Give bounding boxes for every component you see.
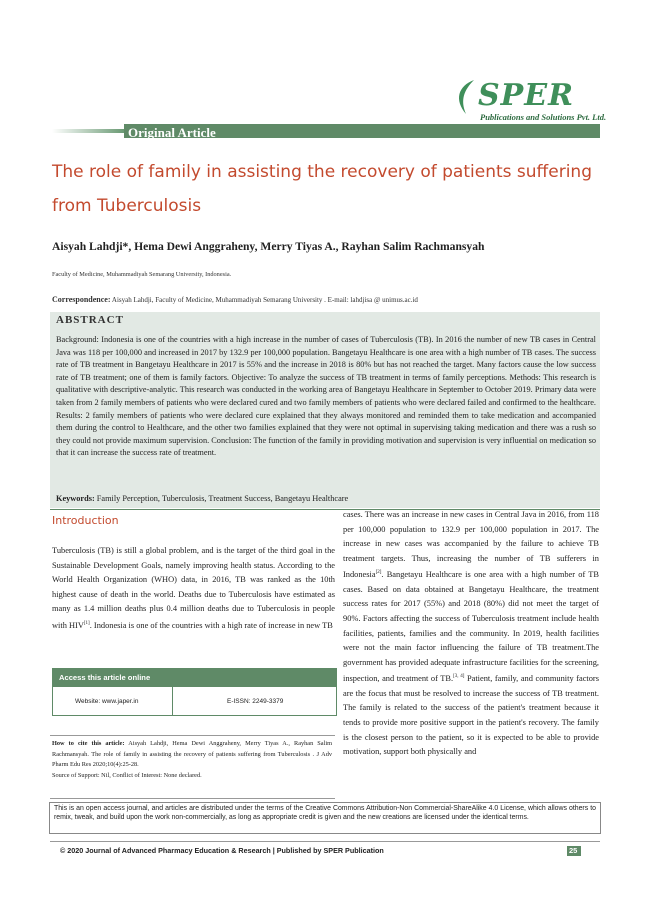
abstract-heading: ABSTRACT	[56, 314, 124, 326]
page-number	[567, 846, 581, 856]
support-statement: Source of Support: Nil, Conflict of Interest: None declared.	[52, 771, 202, 779]
access-online-box	[52, 668, 337, 716]
intro-right-text-a: cases. There was an increase in new cases in Central Java in 2016, from 118 per 100,000 population to 132.9 per 100,000 population in 2017. The increase in new cases was accompanied by the failure to achieve TB treatment targets. Thus, increasing the number of TB sufferers in Indonesia	[343, 510, 599, 580]
intro-paragraph-end: . Indonesia is one of the countries with a high rate of increase in new TB	[89, 620, 333, 630]
citation-ref[interactable]: [2]	[375, 570, 382, 576]
keywords-label: Keywords:	[56, 494, 95, 503]
access-heading: Access this article online	[59, 673, 151, 682]
logo-subtitle: Publications and Solutions Pvt. Ltd.	[480, 112, 607, 122]
intro-right-text-c: Patient, family, and community factors are the focus that must be resolved to increase the success of TB treatment. The family is related to the success of the patient's treatment because it tends to provide more positive support in the patient's recovery. The family is the closest person to the patient, so it is expected to be able to provide motivation, support both physically and	[343, 674, 599, 757]
intro-paragraph: Tuberculosis (TB) is still a global problem, and is the target of the third goal in the Sustainable Development Goals, namely improving health status. According to the World Health Organization (WHO) data, in 2016, TB was ranked as the 10th highest cause of death in the world. Deaths due to Tuberculosis have estimated as many as 1.4 million deaths plus 0.4 million deaths due to Tuberculosis in people with HIV	[52, 546, 335, 630]
license-text: This is an open access journal, and articles are distributed under the terms of the Creative Commons Attribution-Non Commercial-ShareAlike 4.0 License, which allows others to remix, tweak, and build upon the work non-commercially, as long as appropriate credit is given and the new creations are licensed under the identical terms.	[54, 805, 596, 821]
publisher-logo	[458, 78, 607, 126]
citation-ref[interactable]: [3, 4]	[453, 674, 465, 680]
how-to-cite-label: How to cite this article:	[52, 740, 125, 747]
abstract-text: Background: Indonesia is one of the countries with a high increase in the number of cases of Tuberculosis (TB). In 2016 the number of new TB cases in Central Java was 118 per 100,000 and increased in 2017 by 132.9 per 100,000 population. Bangetayu Healthcare is one area with a high number of TB cases. The success rate of TB treatment in Bangetayu Healthcare in 2017 is 55% and the increase in 2018 is 80% but has not reached the target. Many factors cause the low success rate of TB treatment; one of them is family factors. Objective: To analyze the success of TB treatment in terms of family perceptions. Methods: This research is qualitative with descriptive-analytic. This research was conducted in the working area of Bangetayu Healthcare in September to October 2019. Primary data were taken from 2 family members of patients who were declared cured and two family members of patients who were declared failed and confirmed to the healthcare. Results: 2 family members of patients who were declared cure explained that they always monitored and reminded them to take medication and accompanied them during the control to Healthcare, and the other two families explained that they were not optimal in supervising taking medication and there was a rush so they could not provide maximum supervision. Conclusion: The function of the family in providing motivation and supervision is very influential on medication so that it can increase the success rate of treatment.	[56, 335, 596, 458]
license-box	[49, 802, 601, 834]
keywords	[56, 494, 348, 503]
issn-label: E-ISSN: 2249-3379	[227, 698, 284, 705]
leaf-swoosh-icon	[452, 76, 478, 116]
keywords-text: Family Perception, Tuberculosis, Treatment Success, Bangetayu Healthcare	[96, 494, 349, 503]
affiliation: Faculty of Medicine, Muhammadiyah Semarang University, Indonesia.	[52, 271, 232, 278]
intro-right-column	[343, 508, 599, 760]
citation-ref[interactable]: [1]	[83, 620, 90, 626]
article-type-label: Original Article	[128, 125, 216, 140]
introduction-heading: Introduction	[52, 514, 119, 527]
correspondence-text: Aisyah Lahdji, Faculty of Medicine, Muhammadiyah Semarang University . E-mail: lahdjisa @ unimus.ac.id	[111, 296, 418, 304]
intro-left-column	[52, 544, 335, 633]
how-to-cite-text: Aisyah Lahdji, Hema Dewi Anggraheny, Merry Tiyas A., Rayhan Salim Rachmansyah. The role of family in assisting the recovery of patients suffering from Tuberculosis . J Adv Pharm Edu Res 2020;10(4):25-28.	[52, 740, 332, 769]
logo-wordmark: SPER	[478, 78, 575, 113]
intro-right-text-b: . Bangetayu Healthcare is one area with a high number of TB cases. Based on data obtained at Bangetayu Healthcare, the treatment success rates for 2017 (55%) and 2018 (80%) did not meet the target of 90%. Factors affecting the success of Tuberculosis treatment include health facilities, patients, families and the community. In 2019, health facilities were not the main factor influencing the failure of TB treatment.The government has provided adequate infrastructure facilities for the screening, inspection, and treatment of TB.	[343, 570, 599, 684]
correspondence	[52, 295, 418, 304]
page-number-text: 25	[569, 846, 578, 855]
website-link[interactable]: Website: www.japer.in	[75, 698, 139, 705]
article-title: The role of family in assisting the recovery of patients suffering from Tuberculosis	[52, 162, 592, 216]
how-to-cite	[52, 739, 332, 781]
author-list: Aisyah Lahdji*, Hema Dewi Anggraheny, Merry Tiyas A., Rayhan Salim Rachmansyah	[52, 240, 485, 253]
footer-text: © 2020 Journal of Advanced Pharmacy Education & Research | Published by SPER Publication	[60, 846, 384, 855]
correspondence-label: Correspondence:	[52, 295, 111, 304]
footer-divider	[50, 841, 600, 842]
